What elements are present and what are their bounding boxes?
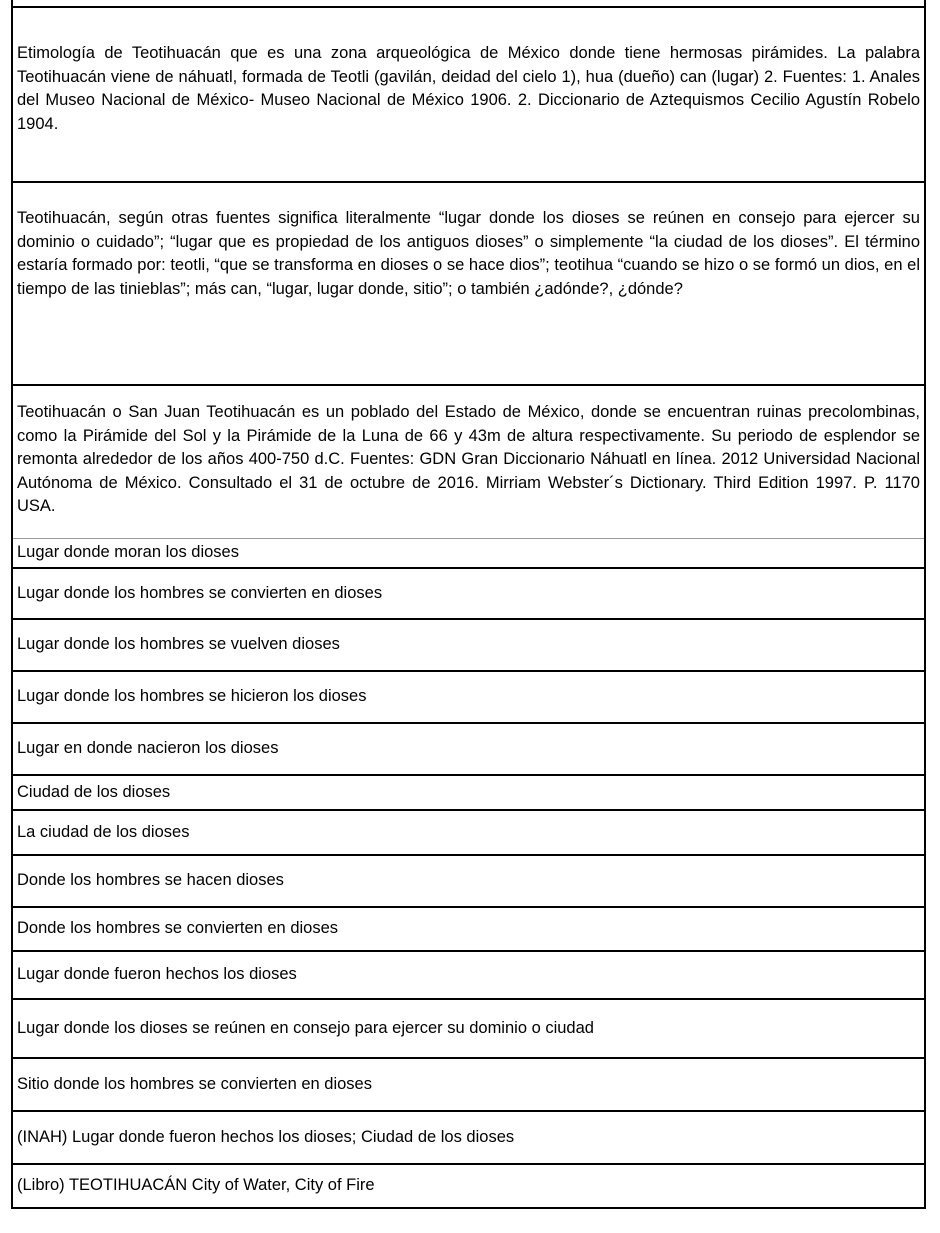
- table-row: Ciudad de los dioses: [13, 776, 924, 811]
- table-row: Donde los hombres se convierten en dioses: [13, 908, 924, 952]
- table-row: Lugar donde los hombres se vuelven dioses: [13, 620, 924, 672]
- table-row: La ciudad de los dioses: [13, 811, 924, 856]
- table-row: Lugar donde fueron hechos los dioses: [13, 952, 924, 1000]
- table-row: Lugar donde los dioses se reúnen en consejo para ejercer su dominio o ciudad: [13, 1000, 924, 1059]
- table-row: (INAH) Lugar donde fueron hechos los dioses; Ciudad de los dioses: [13, 1112, 924, 1165]
- table-row: Lugar donde moran los dioses: [13, 539, 924, 569]
- table-row: Lugar donde los hombres se convierten en dioses: [13, 569, 924, 620]
- paragraph-other-sources: Teotihuacán, según otras fuentes significa literalmente “lugar donde los dioses se reúnen en consejo para ejercer su dominio o cuidado”; “lugar que es propiedad de los antiguos dioses” o simplemente “la ciudad de los dioses”. El término estaría formado por: teotli, “que se transforma en dioses o se hace dios”; teotihua “cuando se hizo o se formó un dios, en el tiempo de las tinieblas”; más can, “lugar, lugar donde, sitio”; o también ¿adónde?, ¿dónde?: [13, 183, 924, 386]
- table-top-cell: [13, 0, 924, 8]
- table-row: Donde los hombres se hacen dioses: [13, 856, 924, 908]
- etymology-table: [11, 0, 926, 1209]
- table-row: Lugar en donde nacieron los dioses: [13, 724, 924, 776]
- paragraph-san-juan-teotihuacan: Teotihuacán o San Juan Teotihuacán es un poblado del Estado de México, donde se encuentran ruinas precolombinas, como la Pirámide del Sol y la Pirámide de la Luna de 66 y 43m de altura respectivamente. Su periodo de esplendor se remonta alrededor de los años 400-750 d.C. Fuentes: GDN Gran Diccionario Náhuatl en línea. 2012 Universidad Nacional Autónoma de México. Consultado el 31 de octubre de 2016. Mirriam Webster´s Dictionary. Third Edition 1997. P. 1170 USA.: [13, 386, 924, 539]
- table-row: (Libro) TEOTIHUACÁN City of Water, City of Fire: [13, 1165, 924, 1209]
- paragraph-etymology-nahuatl: Etimología de Teotihuacán que es una zona arqueológica de México donde tiene hermosas pirámides. La palabra Teotihuacán viene de náhuatl, formada de Teotli (gavilán, deidad del cielo 1), hua (dueño) can (lugar) 2. Fuentes: 1. Anales del Museo Nacional de México- Museo Nacional de México 1906. 2. Diccionario de Aztequismos Cecilio Agustín Robelo 1904.: [13, 8, 924, 183]
- table-row: Lugar donde los hombres se hicieron los dioses: [13, 672, 924, 724]
- table-row: Sitio donde los hombres se convierten en dioses: [13, 1059, 924, 1112]
